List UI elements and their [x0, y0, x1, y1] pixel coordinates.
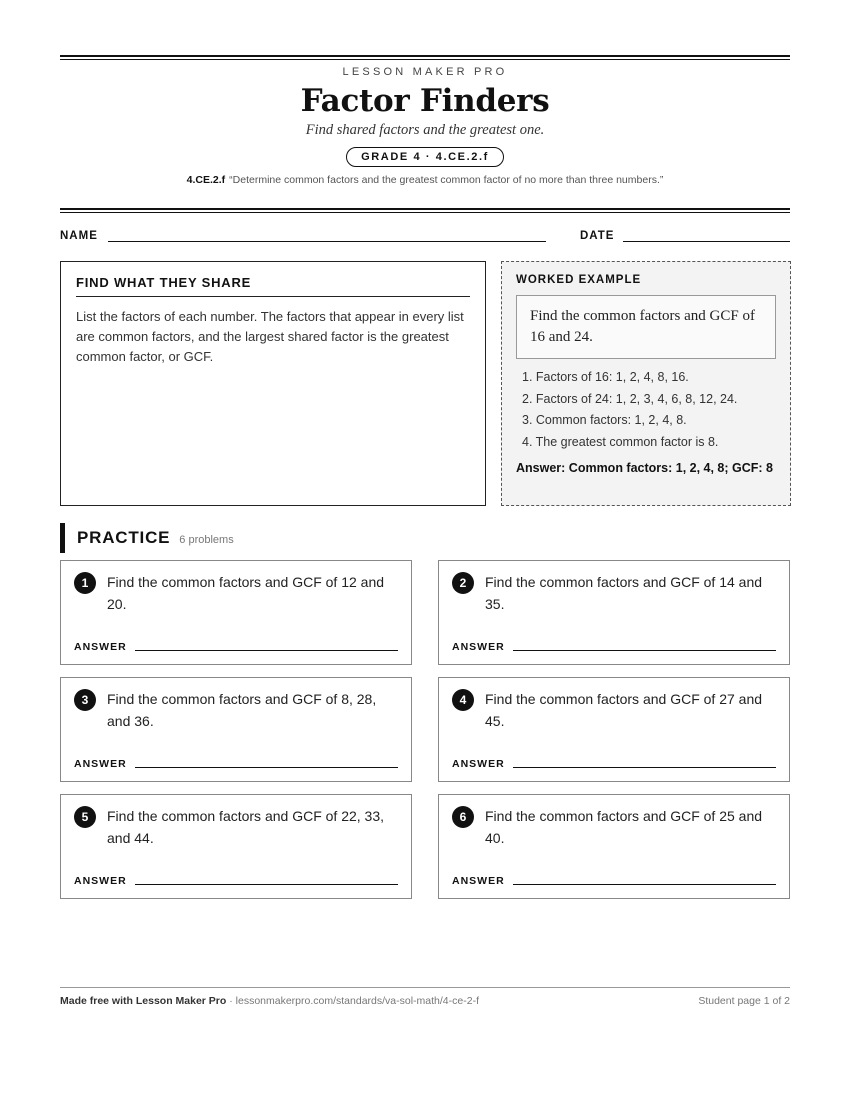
- header-bottom-rule: [60, 208, 790, 213]
- footer-url[interactable]: · lessonmakerpro.com/standards/va-sol-math/4-ce-2-f: [226, 995, 479, 1007]
- problem-card-4: [438, 677, 790, 782]
- answer-label: ANSWER: [452, 875, 505, 887]
- worked-example-title: WORKED EXAMPLE: [516, 274, 642, 286]
- name-label: NAME: [60, 230, 98, 242]
- answer-field-4[interactable]: [513, 767, 776, 768]
- problem-card-2: [438, 560, 790, 665]
- standard-description: [60, 174, 790, 186]
- standard-text: “Determine common factors and the greatest common factor of no more than three numbers.”: [229, 174, 664, 186]
- practice-heading: [60, 523, 234, 553]
- problem-text: Find the common factors and GCF of 12 and 20.: [107, 574, 385, 612]
- top-double-rule: [60, 55, 790, 60]
- worked-example-step: 1. Factors of 16: 1, 2, 4, 8, 16.: [522, 370, 689, 384]
- problem-text: Find the common factors and GCF of 8, 28, and 36.: [107, 691, 377, 729]
- problem-text: Find the common factors and GCF of 14 and 35.: [485, 574, 763, 612]
- worksheet-title: Factor Finders: [300, 83, 550, 119]
- problem-number: 1: [74, 572, 96, 594]
- worked-example-box: [501, 261, 791, 506]
- worked-example-answer: Answer: Common factors: 1, 2, 4, 8; GCF: 8: [516, 461, 773, 475]
- problem-number: 3: [74, 689, 96, 711]
- problem-card-1: [60, 560, 412, 665]
- standard-code: 4.CE.2.f: [186, 174, 226, 186]
- answer-label: ANSWER: [74, 758, 127, 770]
- answer-label: ANSWER: [74, 875, 127, 887]
- answer-field-5[interactable]: [135, 884, 398, 885]
- answer-label: ANSWER: [452, 641, 505, 653]
- practice-count: 6 problems: [179, 533, 234, 546]
- problem-text: Find the common factors and GCF of 27 and 45.: [485, 691, 763, 729]
- answer-field-3[interactable]: [135, 767, 398, 768]
- brand-name: LESSON MAKER PRO: [342, 66, 508, 78]
- grade-badge: GRADE 4 · 4.CE.2.f: [346, 147, 504, 167]
- answer-field-2[interactable]: [513, 650, 776, 651]
- problem-card-6: [438, 794, 790, 899]
- problem-text: Find the common factors and GCF of 25 and 40.: [485, 808, 763, 846]
- date-field[interactable]: [623, 241, 790, 242]
- answer-label: ANSWER: [452, 758, 505, 770]
- worked-example-step: 2. Factors of 24: 1, 2, 3, 4, 6, 8, 12, 24.: [522, 391, 738, 406]
- problem-card-5: [60, 794, 412, 899]
- concept-box-title: FIND WHAT THEY SHARE: [76, 275, 470, 297]
- worked-example-step: 3. Common factors: 1, 2, 4, 8.: [522, 413, 687, 427]
- problem-text: Find the common factors and GCF of 22, 33, and 44.: [107, 808, 385, 846]
- page-footer: [60, 995, 790, 1007]
- worksheet-header: [60, 66, 790, 186]
- problem-number: 6: [452, 806, 474, 828]
- answer-label: ANSWER: [74, 641, 127, 653]
- worked-example-steps: [516, 367, 776, 453]
- concept-box-body: List the factors of each number. The factors that appear in every list are common factors, and the largest shared factor is the greatest common factor, or GCF.: [76, 309, 464, 364]
- footer-page-number: Student page 1 of 2: [698, 995, 790, 1007]
- answer-field-6[interactable]: [513, 884, 776, 885]
- footer-made-with: Made free with Lesson Maker Pro: [60, 995, 227, 1007]
- worked-example-step: 4. The greatest common factor is 8.: [522, 434, 719, 449]
- problem-number: 5: [74, 806, 96, 828]
- worked-example-problem: Find the common factors and GCF of 16 and 24.: [516, 295, 776, 359]
- name-date-row: [60, 230, 790, 244]
- footer-rule: [60, 987, 790, 988]
- name-field[interactable]: [108, 241, 546, 242]
- date-label: DATE: [580, 230, 615, 242]
- concept-box: [60, 261, 486, 506]
- answer-field-1[interactable]: [135, 650, 398, 651]
- practice-title: PRACTICE: [77, 528, 171, 547]
- problem-number: 4: [452, 689, 474, 711]
- worksheet-subtitle: Find shared factors and the greatest one.: [305, 122, 545, 138]
- problem-number: 2: [452, 572, 474, 594]
- problem-card-3: [60, 677, 412, 782]
